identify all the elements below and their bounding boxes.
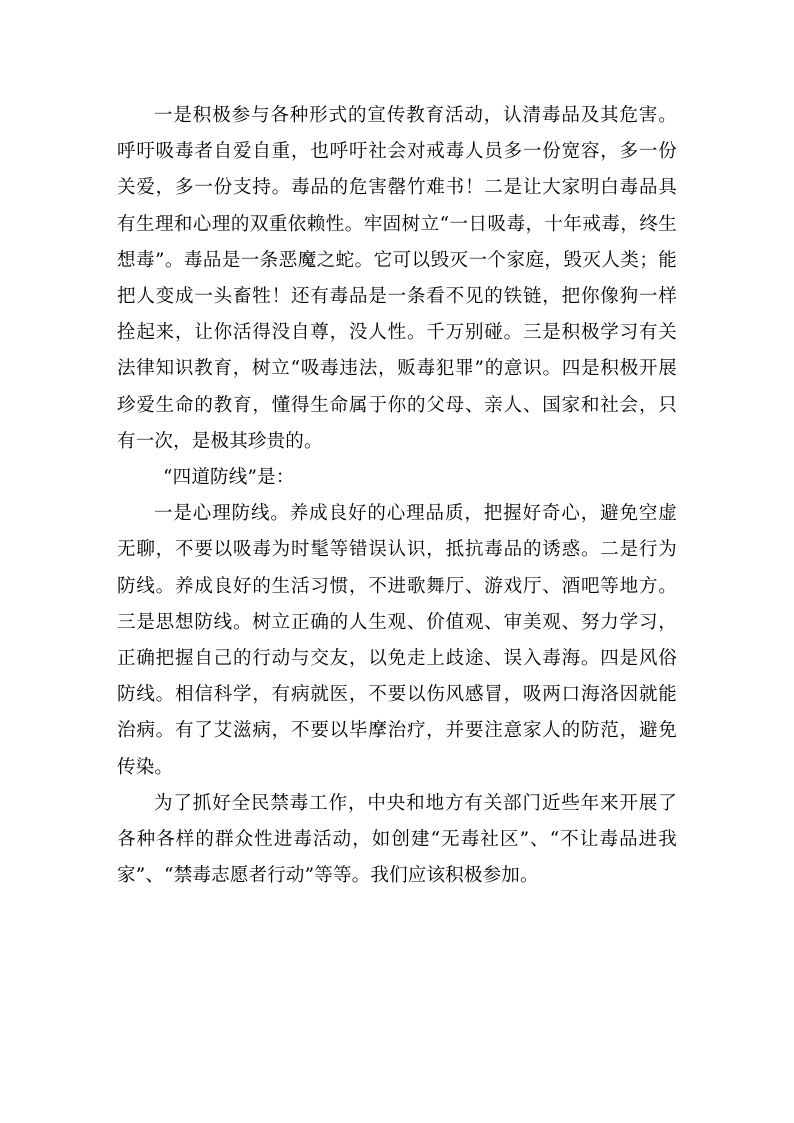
paragraph-anti-drug-activities: 为了抓好全民禁毒工作，中央和地方有关部门近些年来开展了各种各样的群众性进毒活动，如创建“无毒社区”、“不让毒品进我家”、“禁毒志愿者行动”等等。我们应该积极参加。 <box>117 792 677 887</box>
document-body <box>117 98 677 894</box>
paragraph-prevention-measures: 一是积极参与各种形式的宣传教育活动，认清毒品及其危害。呼吁吸毒者自爱自重，也呼吁社会对戒毒人员多一份宽容，多一份关爱，多一份支持。毒品的危害罄竹难书！二是让大家明白毒品具有生理和心理的双重依赖性。牢固树立“一日吸毒，十年戒毒，终生想毒”。毒品是一条恶魔之蛇。它可以毁灭一个家庭，毁灭人类；能把人变成一头畜牲！还有毒品是一条看不见的铁链，把你像狗一样拴起来，让你活得没自尊，没人性。千万别碰。三是积极学习有关法律知识教育，树立“吸毒违法，贩毒犯罪”的意识。四是积极开展珍爱生命的教育，懂得生命属于你的父母、亲人、国家和社会，只有一次，是极其珍贵的。 <box>117 105 677 452</box>
paragraph-four-defense-lines-heading: “四道防线”是： <box>163 467 295 489</box>
paragraph-four-defense-lines: 一是心理防线。养成良好的心理品质，把握好奇心，避免空虚无聊，不要以吸毒为时髦等错误认识，抵抗毒品的诱惑。二是行为防线。养成良好的生活习惯，不进歌舞厅、游戏厅、酒吧等地方。三是思想防线。树立正确的人生观、价值观、审美观、努力学习，正确把握自己的行动与交友，以免走上歧途、误入毒海。四是风俗防线。相信科学，有病就医，不要以伤风感冒，吸两口海洛因就能治病。有了艾滋病，不要以毕摩治疗，并要注意家人的防范，避免传染。 <box>117 503 677 778</box>
